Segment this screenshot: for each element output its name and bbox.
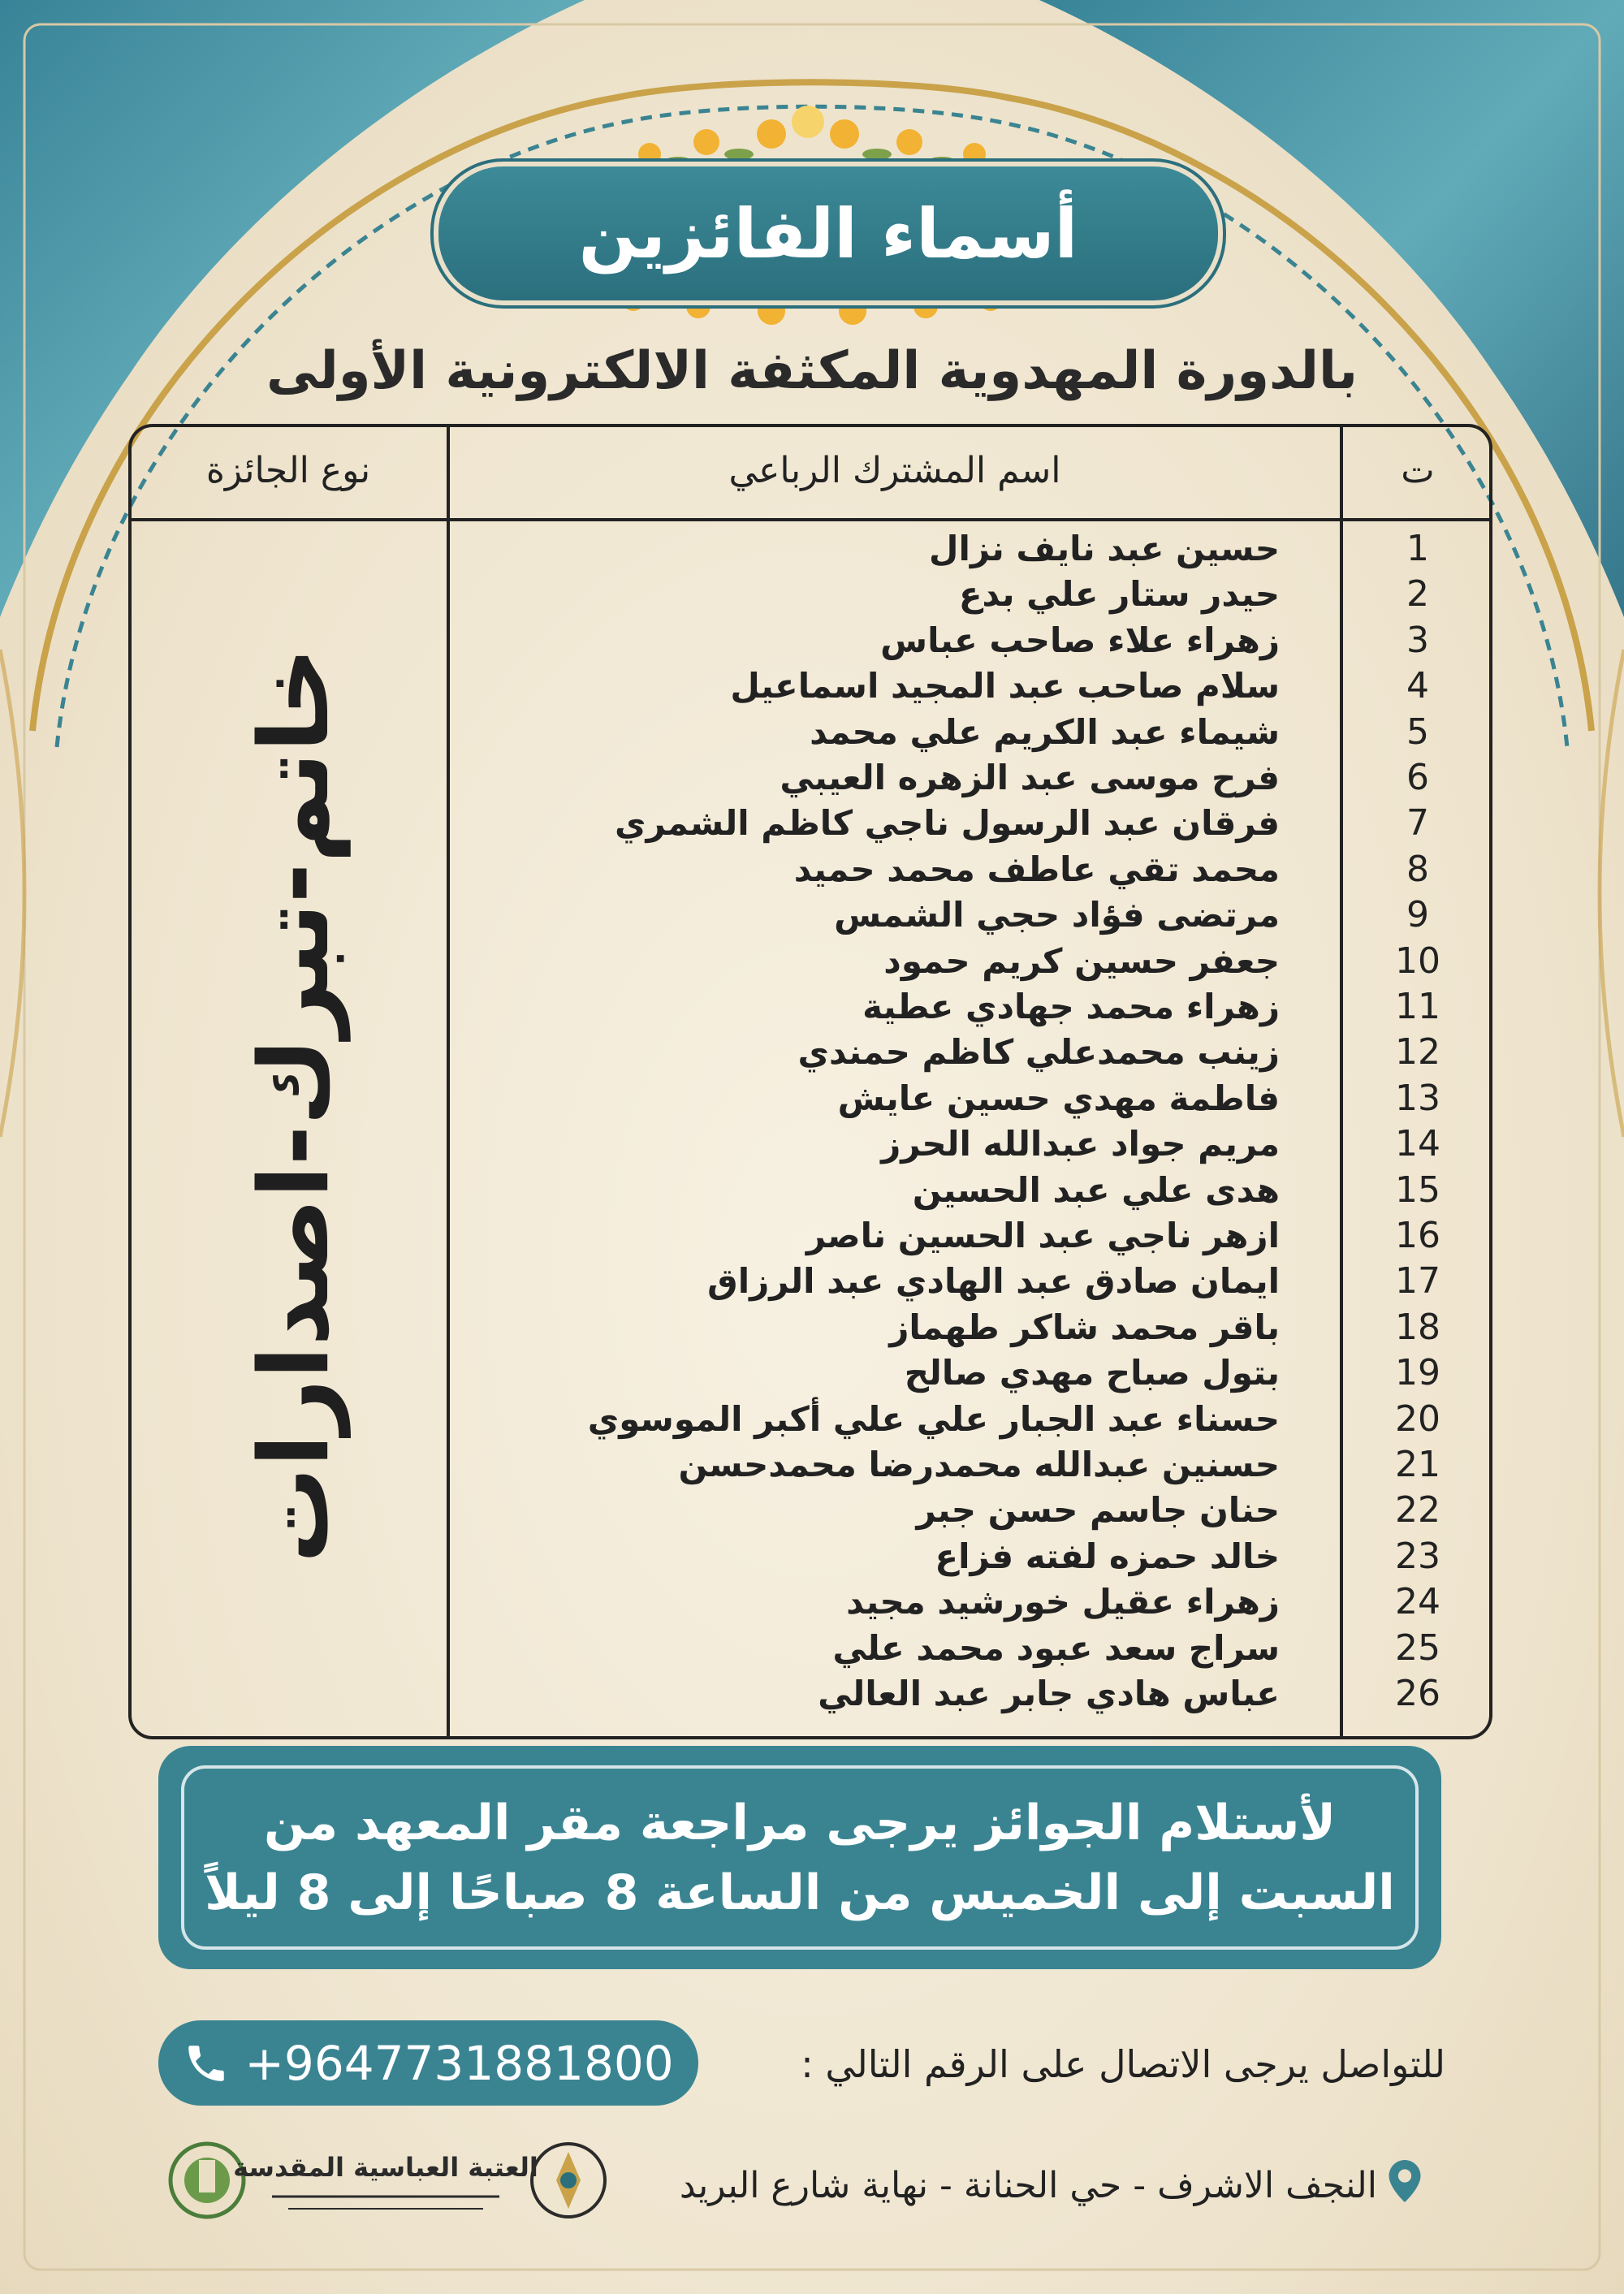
- table-header-divider: [132, 518, 1489, 521]
- row-name: زهراء عقيل خورشيد مجيد: [846, 1582, 1280, 1622]
- row-name: خالد حمزه لفته فزاع: [935, 1536, 1280, 1576]
- row-number: 6: [1406, 757, 1429, 798]
- header-name: اسم المشترك الرباعي: [728, 450, 1061, 491]
- address-text: النجف الاشرف - حي الحنانة - نهاية شارع البريد: [679, 2165, 1377, 2206]
- row-number: 12: [1395, 1031, 1440, 1074]
- row-name: باقر محمد شاكر طهماز: [889, 1307, 1280, 1347]
- prize-type-cell: [213, 598, 375, 1613]
- pickup-note-box: [158, 1746, 1441, 1969]
- row-name: مرتضى فؤاد حجي الشمس: [834, 895, 1280, 935]
- row-name: ايمان صادق عبد الهادي عبد الرزاق: [707, 1261, 1280, 1302]
- pickup-note-line-1: لأستلام الجوائز يرجى مراجعة مقر المعهد من: [264, 1794, 1336, 1851]
- row-number: 24: [1395, 1581, 1440, 1623]
- row-name: حسين عبد نايف نزال: [929, 529, 1280, 568]
- row-number: 13: [1395, 1077, 1440, 1119]
- row-name: جعفر حسين كريم حمود: [883, 940, 1280, 981]
- phone-number: +9647731881800: [244, 2035, 674, 2091]
- row-number: 17: [1395, 1260, 1440, 1303]
- row-name: زينب محمدعلي كاظم حمندي: [797, 1032, 1280, 1073]
- row-number: 4: [1406, 665, 1429, 707]
- row-name: زهراء محمد جهادي عطية: [862, 987, 1280, 1026]
- row-name: ازهر ناجي عبد الحسين ناصر: [806, 1216, 1280, 1255]
- row-number: 21: [1395, 1444, 1440, 1485]
- row-number: 8: [1406, 848, 1429, 890]
- location-pin-icon: [1389, 2160, 1421, 2211]
- phone-link[interactable]: [158, 2020, 698, 2106]
- row-name: فرح موسى عبد الزهره العيبي: [780, 758, 1280, 797]
- subtitle: بالدورة المهدوية المكثفة الالكترونية الأولى: [266, 341, 1358, 401]
- row-number: 22: [1395, 1489, 1440, 1531]
- row-name: حيدر ستار علي بدع: [958, 574, 1280, 615]
- row-name: شيماء عبد الكريم علي محمد: [810, 711, 1280, 752]
- row-name: سراج سعد عبود محمد علي: [832, 1627, 1280, 1668]
- page-title: أسماء الفائزين: [578, 193, 1078, 274]
- row-name: زهراء علاء صاحب عباس: [880, 620, 1280, 660]
- row-number: 5: [1406, 711, 1429, 753]
- row-number: 7: [1406, 802, 1429, 845]
- row-number: 25: [1395, 1627, 1440, 1669]
- row-name: مريم جواد عبدالله الحرز: [881, 1124, 1280, 1164]
- winners-table: [128, 424, 1492, 1739]
- row-name: بتول صباح مهدي صالح: [904, 1353, 1280, 1393]
- logo-right: [532, 2144, 605, 2217]
- logo-center: [233, 2152, 538, 2209]
- row-name: حسنين عبدالله محمدرضا محمدحسن: [678, 1445, 1280, 1484]
- row-name: فاطمة مهدي حسين عايش: [837, 1078, 1280, 1118]
- row-name: عباس هادي جابر عبد العالي: [818, 1674, 1280, 1713]
- header-number: ت: [1401, 450, 1435, 491]
- header-prize: نوع الجائزة: [205, 450, 371, 491]
- row-name: سلام صاحب عبد المجيد اسماعيل: [730, 666, 1280, 706]
- pickup-note-frame: [181, 1765, 1419, 1950]
- table-row: [132, 526, 1489, 572]
- prize-type-text: خاتم-تبرك-اصدارات: [238, 646, 351, 1564]
- row-name: فرقان عبد الرسول ناجي كاظم الشمري: [615, 803, 1280, 844]
- row-name: هدى علي عبد الحسين: [912, 1169, 1280, 1210]
- phone-icon: [183, 2040, 230, 2087]
- table-row: [132, 1626, 1489, 1671]
- row-number: 10: [1395, 940, 1440, 982]
- address: [666, 2160, 1421, 2211]
- row-name: حنان جاسم حسن جبر: [916, 1490, 1280, 1531]
- row-number: 3: [1406, 619, 1429, 661]
- row-number: 14: [1395, 1123, 1440, 1165]
- table-row: [132, 1671, 1489, 1717]
- row-number: 20: [1395, 1398, 1440, 1440]
- title-banner: [438, 166, 1218, 300]
- row-number: 1: [1406, 528, 1429, 569]
- row-name: حسناء عبد الجبار علي علي أكبر الموسوي: [587, 1398, 1280, 1439]
- row-number: 2: [1406, 573, 1429, 616]
- row-number: 18: [1395, 1306, 1440, 1348]
- row-number: 23: [1395, 1535, 1440, 1577]
- row-number: 16: [1395, 1215, 1440, 1256]
- row-number: 11: [1395, 986, 1440, 1027]
- institution-logos: [166, 2128, 621, 2233]
- row-number: 9: [1406, 894, 1429, 936]
- row-name: محمد تقي عاطف محمد حميد: [793, 849, 1280, 889]
- row-number: 19: [1395, 1352, 1440, 1394]
- contact-label: للتواصل يرجى الاتصال على الرقم التالي :: [801, 2042, 1445, 2086]
- row-number: 26: [1395, 1673, 1440, 1714]
- logo-center-text: العتبة العباسية المقدسة: [233, 2152, 538, 2183]
- pickup-note-line-2: السبت إلى الخميس من الساعة 8 صباحًا إلى 8 ليلاً: [205, 1864, 1395, 1921]
- row-number: 15: [1395, 1169, 1440, 1211]
